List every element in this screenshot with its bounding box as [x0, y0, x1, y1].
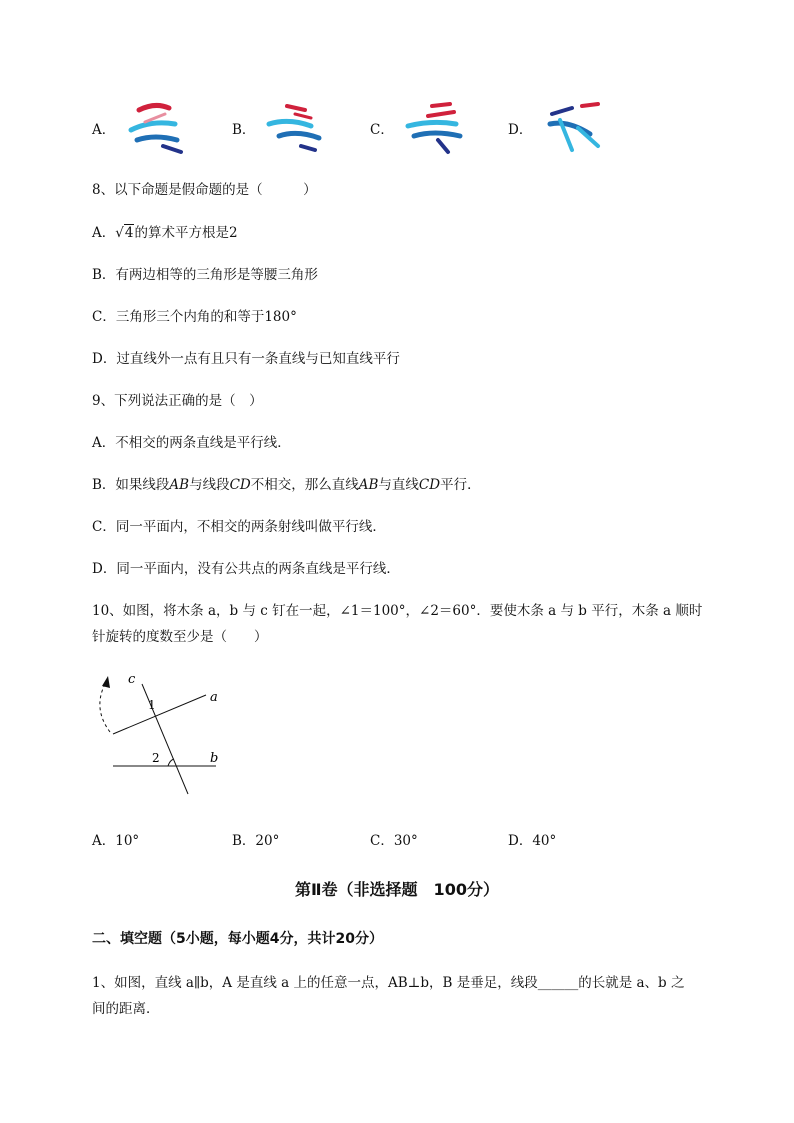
q9-option-b — [92, 473, 481, 493]
line-a — [113, 695, 206, 734]
option-label: A． — [92, 122, 116, 138]
text: 平行． — [440, 477, 481, 493]
label-angle-2: 2 — [152, 751, 160, 765]
rotation-arrow — [100, 682, 110, 732]
text: 与直线 — [378, 477, 419, 493]
snowflake-ribbon-logo-d — [542, 100, 604, 156]
snowflake-ribbon-logo-b — [265, 100, 327, 156]
q9-option-a: A．不相交的两条直线是平行线． — [92, 435, 291, 451]
q8-option-d: D．过直线外一点有且只有一条直线与已知直线平行 — [92, 351, 400, 367]
label-a: a — [210, 690, 218, 705]
q7-option-b — [232, 100, 327, 156]
q10-choice-d: D．40° — [508, 833, 557, 849]
q10-stem-line1: 10、如图，将木条 a，b 与 c 钉在一起，∠1＝100°，∠2＝60°．要使木条 a 与 b 平行，木条 a 顺时 — [92, 603, 703, 619]
q10-choice-c: C．30° — [370, 833, 418, 849]
line-ab: AB — [358, 477, 379, 493]
snowflake-ribbon-logo-c — [404, 100, 466, 156]
fill1-line2: 间的距离． — [92, 1001, 160, 1017]
section-subtitle: 二、填空题（5小题，每小题4分，共计20分） — [92, 931, 383, 947]
angle-2-arc — [168, 759, 174, 766]
q8-option-c: C．三角形三个内角的和等于180° — [92, 309, 297, 325]
radicand: 4 — [124, 225, 134, 241]
text: 与线段 — [189, 477, 230, 493]
q9-stem: 9、下列说法正确的是（ ） — [92, 393, 263, 409]
label-b: b — [210, 751, 219, 766]
line-cd: CD — [418, 477, 441, 493]
section-title: 第Ⅱ卷（非选择题 100分） — [295, 880, 499, 899]
q10-stem-line2: 针旋转的度数至少是（ ） — [92, 629, 268, 645]
option-label: C． — [370, 122, 394, 138]
q10-figure — [88, 668, 238, 798]
text: 不相交，那么直线 — [250, 477, 359, 493]
q9-option-c: C．同一平面内，不相交的两条射线叫做平行线． — [92, 519, 386, 535]
segment-ab: AB — [169, 477, 190, 493]
snowflake-ribbon-logo-a — [125, 100, 187, 156]
q8-stem: 8、以下命题是假命题的是（ ） — [92, 182, 317, 198]
q10-choice-a: A．10° — [92, 833, 140, 849]
label-angle-1: 1 — [148, 698, 156, 712]
arrow-head-icon — [102, 676, 110, 688]
segment-cd: CD — [229, 477, 251, 493]
text: B．如果线段 — [92, 477, 170, 493]
option-text: 的算术平方根是2 — [134, 225, 238, 241]
q7-option-a — [92, 100, 187, 156]
q9-option-d: D．同一平面内，没有公共点的两条直线是平行线． — [92, 561, 400, 577]
sqrt-symbol: √4 — [115, 225, 134, 241]
label-c: c — [128, 672, 136, 687]
option-label: B． — [232, 122, 256, 138]
q8-option-b: B．有两边相等的三角形是等腰三角形 — [92, 267, 318, 283]
option-label: D． — [508, 122, 533, 138]
q10-choice-b: B．20° — [232, 833, 280, 849]
q7-option-c — [370, 100, 466, 156]
q7-option-d — [508, 100, 604, 156]
q8-option-a — [92, 221, 238, 241]
fill1-line1: 1、如图，直线 a∥b，A 是直线 a 上的任意一点，AB⊥b，B 是垂足，线段______的长就是 a、b 之 — [92, 975, 685, 991]
option-prefix: A． — [92, 225, 116, 241]
